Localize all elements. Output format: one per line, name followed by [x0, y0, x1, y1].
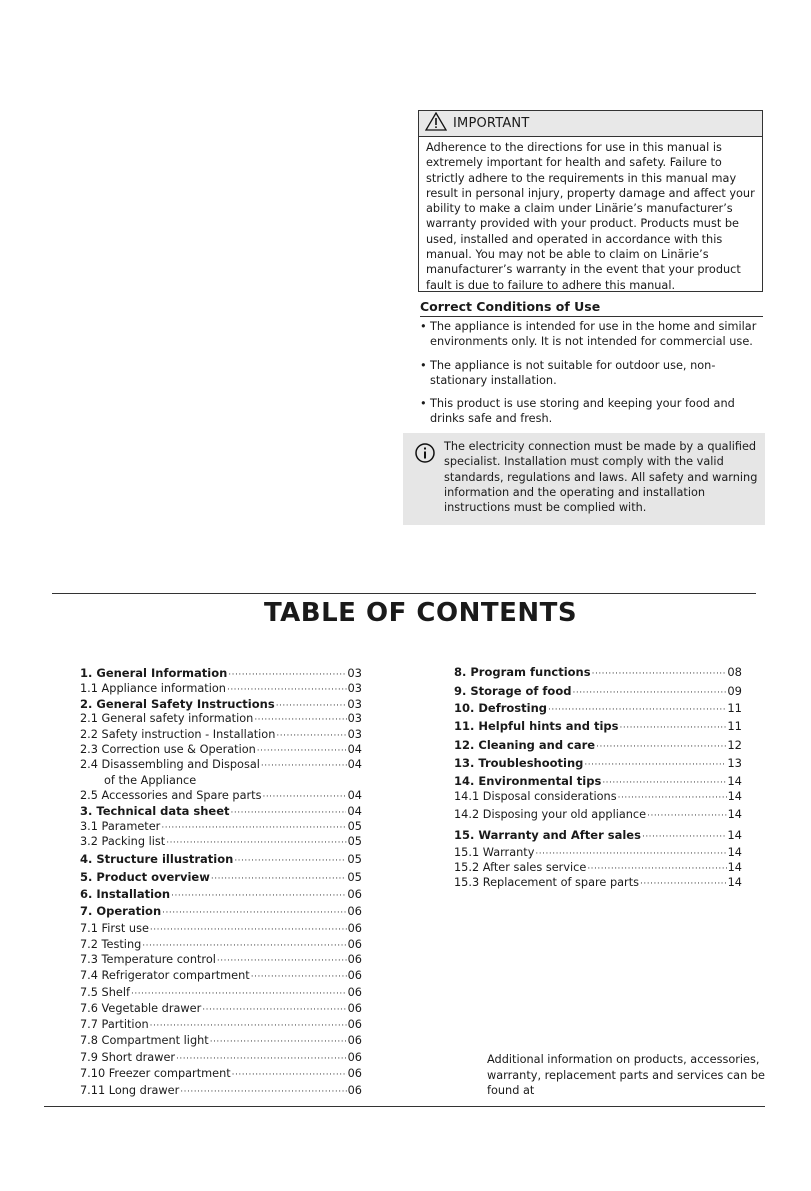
toc-dot-leader — [535, 849, 726, 859]
toc-entry[interactable] — [454, 756, 742, 770]
toc-entry-label: 7.11 Long drawer — [80, 1084, 180, 1097]
info-icon — [415, 443, 435, 463]
toc-entry[interactable] — [454, 684, 742, 698]
toc-entry[interactable] — [454, 861, 742, 874]
toc-entry[interactable] — [80, 969, 362, 982]
toc-dot-leader — [640, 879, 727, 889]
toc-entry-label: 2.5 Accessories and Spare parts — [80, 789, 262, 802]
toc-entry-page: 06 — [347, 953, 362, 966]
toc-dot-leader — [210, 1037, 347, 1047]
toc-dot-leader — [618, 793, 727, 803]
toc-entry-page: 06 — [347, 1018, 362, 1031]
important-body-text: Adherence to the directions for use in this manual is extremely important for health and safety. Failure to strictly adhere to the requirements in this manual may result in personal injury, property damage and affect your ability to make a claim under Linärie’s manufacturer’s warranty provided with your product. Products must be used, installed and operated in accordance with this manual. You may not be able to claim on Linärie’s manufacturer’s warranty in the event that your product fault is due to failure to adhere this manual. — [426, 141, 755, 292]
toc-dot-leader — [548, 705, 726, 715]
toc-dot-leader — [619, 723, 726, 733]
toc-entry-page: 12 — [727, 738, 742, 752]
toc-entry[interactable] — [454, 665, 742, 679]
toc-dot-leader — [211, 874, 347, 884]
toc-entry-page: 14 — [727, 774, 742, 788]
toc-entry-page: 14 — [727, 808, 742, 821]
toc-dot-leader — [592, 669, 727, 679]
toc-entry[interactable] — [80, 820, 362, 833]
toc-dot-leader — [180, 1087, 346, 1097]
toc-entry[interactable] — [80, 743, 362, 756]
toc-entry-page: 06 — [347, 986, 362, 999]
list-item: • This product is use storing and keeping your food and drinks safe and fresh. — [420, 397, 735, 426]
toc-top-divider — [52, 593, 756, 594]
toc-dot-leader — [642, 832, 726, 842]
toc-entry-page: 11 — [727, 719, 742, 733]
toc-dot-leader — [262, 792, 346, 802]
bullet-icon: • — [420, 397, 427, 411]
toc-entry-page: 03 — [347, 728, 362, 741]
toc-entry-label: 15.1 Warranty — [454, 846, 535, 859]
toc-dot-leader — [150, 1021, 347, 1031]
toc-entry-page: 14 — [727, 861, 742, 874]
toc-entry-page: 06 — [347, 922, 362, 935]
toc-dot-leader — [647, 811, 727, 821]
toc-entry-label: 2. General Safety Instructions — [80, 697, 275, 711]
toc-entry[interactable] — [80, 728, 362, 741]
toc-dot-leader — [587, 864, 726, 874]
toc-dot-leader — [584, 760, 726, 770]
bullet-icon: • — [420, 320, 427, 333]
toc-entry[interactable] — [80, 804, 362, 818]
toc-entry-page: 06 — [347, 1051, 362, 1064]
correct-conditions-list — [416, 319, 772, 435]
toc-dot-leader — [257, 746, 347, 756]
toc-dot-leader — [162, 908, 346, 918]
toc-entry-page: 06 — [347, 1002, 362, 1015]
toc-entry-label: 7.1 First use — [80, 922, 149, 935]
toc-entry[interactable] — [454, 719, 742, 733]
toc-entry[interactable] — [80, 904, 362, 918]
toc-entry-page: 11 — [727, 701, 742, 715]
toc-dot-leader — [166, 838, 346, 848]
correct-conditions-title: Correct Conditions of Use — [420, 299, 763, 317]
toc-dot-leader — [227, 685, 347, 695]
toc-dot-leader — [572, 688, 726, 698]
toc-entry-page: 06 — [347, 887, 362, 901]
toc-entry[interactable] — [80, 682, 362, 695]
toc-dot-leader — [176, 1054, 347, 1064]
toc-entry-label: 13. Troubleshooting — [454, 756, 584, 770]
toc-entry[interactable] — [80, 1051, 362, 1064]
toc-entry-label: 2.3 Correction use & Operation — [80, 743, 256, 756]
toc-dot-leader — [202, 1005, 346, 1015]
toc-entry-page: 03 — [347, 712, 362, 725]
toc-entry-page: 06 — [347, 938, 362, 951]
toc-entry-label: 7.6 Vegetable drawer — [80, 1002, 202, 1015]
toc-entry-page: 14 — [727, 790, 742, 803]
toc-entry-label: 7.5 Shelf — [80, 986, 130, 999]
toc-entry[interactable] — [80, 1084, 362, 1097]
toc-dot-leader — [150, 925, 347, 935]
toc-entry-page: 04 — [347, 758, 362, 771]
toc-dot-leader — [131, 989, 347, 999]
toc-entry-label: 3. Technical data sheet — [80, 804, 230, 818]
toc-entry-page: 06 — [347, 904, 362, 918]
toc-entry[interactable] — [80, 835, 362, 848]
warning-triangle-icon — [425, 112, 447, 135]
toc-entry[interactable] — [454, 738, 742, 752]
toc-entry-page: 04 — [347, 789, 362, 802]
toc-entry-label: 14.1 Disposal considerations — [454, 790, 617, 803]
toc-entry-label: 11. Helpful hints and tips — [454, 719, 619, 733]
list-item: • The appliance is intended for use in the home and similar environments only. It is not intended for commercial use. — [420, 320, 757, 349]
list-item: • The appliance is not suitable for outdoor use, non-stationary installation. — [420, 358, 716, 387]
toc-entry[interactable] — [454, 876, 742, 889]
additional-info-text: Additional information on products, accessories, warranty, replacement parts and services can be found at — [487, 1053, 765, 1097]
toc-entry-page: 14 — [727, 846, 742, 859]
toc-entry-label: 7.2 Testing — [80, 938, 142, 951]
toc-entry-label: 15.2 After sales service — [454, 861, 587, 874]
bullet-icon: • — [420, 358, 427, 372]
toc-entry[interactable] — [80, 1002, 362, 1015]
toc-entry-label: 10. Defrosting — [454, 701, 547, 715]
toc-entry[interactable] — [80, 1067, 362, 1080]
toc-dot-leader — [232, 1070, 347, 1080]
toc-entry[interactable] — [80, 887, 362, 901]
toc-entry-label: 6. Installation — [80, 887, 171, 901]
toc-entry-page: 06 — [347, 1034, 362, 1047]
toc-entry-page: 03 — [347, 666, 362, 680]
toc-entry-label: 7.3 Temperature control — [80, 953, 216, 966]
toc-entry-label: 15. Warranty and After sales — [454, 828, 641, 842]
toc-entry-label: 15.3 Replacement of spare parts — [454, 876, 640, 889]
toc-entry[interactable] — [80, 922, 362, 935]
toc-entry-page: 05 — [347, 820, 362, 833]
toc-entry[interactable] — [80, 938, 362, 951]
toc-entry-continuation: of the Appliance — [104, 774, 197, 787]
toc-entry[interactable] — [80, 789, 362, 802]
toc-entry-label: 5. Product overview — [80, 870, 210, 884]
toc-dot-leader — [276, 701, 347, 711]
toc-dot-leader — [234, 856, 346, 866]
important-header — [419, 111, 762, 137]
toc-entry-page: 06 — [347, 1067, 362, 1080]
toc-entry-label: 8. Program functions — [454, 665, 591, 679]
toc-entry[interactable] — [80, 1034, 362, 1047]
toc-dot-leader — [171, 891, 346, 901]
toc-entry-page: 03 — [347, 697, 362, 711]
info-note-box — [403, 433, 765, 525]
toc-dot-leader — [261, 761, 347, 771]
toc-entry-label: 14.2 Disposing your old appliance — [454, 808, 647, 821]
toc-entry[interactable] — [80, 986, 362, 999]
important-notice-box — [418, 110, 763, 292]
toc-entry[interactable] — [454, 774, 742, 788]
toc-entry[interactable] — [80, 666, 362, 680]
toc-entry[interactable] — [454, 701, 742, 715]
toc-entry-label: 12. Cleaning and care — [454, 738, 596, 752]
toc-dot-leader — [596, 742, 726, 752]
toc-entry-label: 7.7 Partition — [80, 1018, 149, 1031]
toc-entry-page: 13 — [727, 756, 742, 770]
toc-entry-label: 7.9 Short drawer — [80, 1051, 176, 1064]
toc-dot-leader — [228, 670, 346, 680]
toc-entry-page: 05 — [347, 835, 362, 848]
toc-entry-label: 7.10 Freezer compartment — [80, 1067, 231, 1080]
toc-entry[interactable] — [80, 1018, 362, 1031]
toc-entry[interactable] — [454, 790, 742, 803]
toc-entry-page: 06 — [347, 1084, 362, 1097]
bottom-divider — [44, 1106, 765, 1107]
toc-entry-page: 06 — [347, 969, 362, 982]
toc-entry[interactable] — [80, 712, 362, 725]
toc-entry-label: 7. Operation — [80, 904, 162, 918]
toc-dot-leader — [276, 731, 346, 741]
toc-entry-page: 05 — [347, 852, 362, 866]
toc-entry-label: 3.1 Parameter — [80, 820, 161, 833]
toc-entry-label: 2.1 General safety information — [80, 712, 254, 725]
toc-dot-leader — [251, 972, 347, 982]
toc-entry[interactable] — [80, 758, 362, 771]
toc-dot-leader — [231, 808, 347, 818]
toc-entry-page: 04 — [347, 743, 362, 756]
toc-entry-label: 14. Environmental tips — [454, 774, 602, 788]
toc-entry[interactable] — [80, 852, 362, 866]
important-title: IMPORTANT — [453, 116, 530, 131]
toc-entry[interactable] — [80, 870, 362, 884]
toc-entry-page: 09 — [727, 684, 742, 698]
toc-entry-label: 1. General Information — [80, 666, 228, 680]
toc-entry-label: 3.2 Packing list — [80, 835, 166, 848]
toc-entry-label: 4. Structure illustration — [80, 852, 234, 866]
toc-entry[interactable] — [454, 846, 742, 859]
toc-dot-leader — [254, 715, 346, 725]
toc-entry-label: 2.4 Disassembling and Disposal — [80, 758, 260, 771]
toc-entry-page: 03 — [347, 682, 362, 695]
toc-dot-leader — [602, 778, 726, 788]
toc-dot-leader — [161, 823, 346, 833]
toc-entry-page: 05 — [347, 870, 362, 884]
toc-entry-page: 08 — [727, 665, 742, 679]
toc-entry-label: 1.1 Appliance information — [80, 682, 226, 695]
toc-entry-page: 04 — [347, 804, 362, 818]
toc-entry-label: 2.2 Safety instruction - Installation — [80, 728, 276, 741]
toc-entry-label: 7.8 Compartment light — [80, 1034, 209, 1047]
toc-dot-leader — [217, 956, 347, 966]
toc-entry-page: 14 — [727, 876, 742, 889]
info-note-text: The electricity connection must be made by a qualified specialist. Installation must comply with the valid standards, regulations and laws. All safety and warning information and the operating and installation instructions must be complied with. — [444, 440, 758, 515]
toc-entry[interactable] — [80, 697, 362, 711]
toc-title: TABLE OF CONTENTS — [263, 598, 578, 628]
toc-entry[interactable] — [454, 808, 742, 821]
toc-entry-page: 14 — [727, 828, 742, 842]
toc-dot-leader — [142, 941, 346, 951]
toc-entry-label: 7.4 Refrigerator compartment — [80, 969, 250, 982]
toc-entry[interactable] — [80, 953, 362, 966]
toc-entry-label: 9. Storage of food — [454, 684, 572, 698]
toc-entry[interactable] — [454, 828, 742, 842]
